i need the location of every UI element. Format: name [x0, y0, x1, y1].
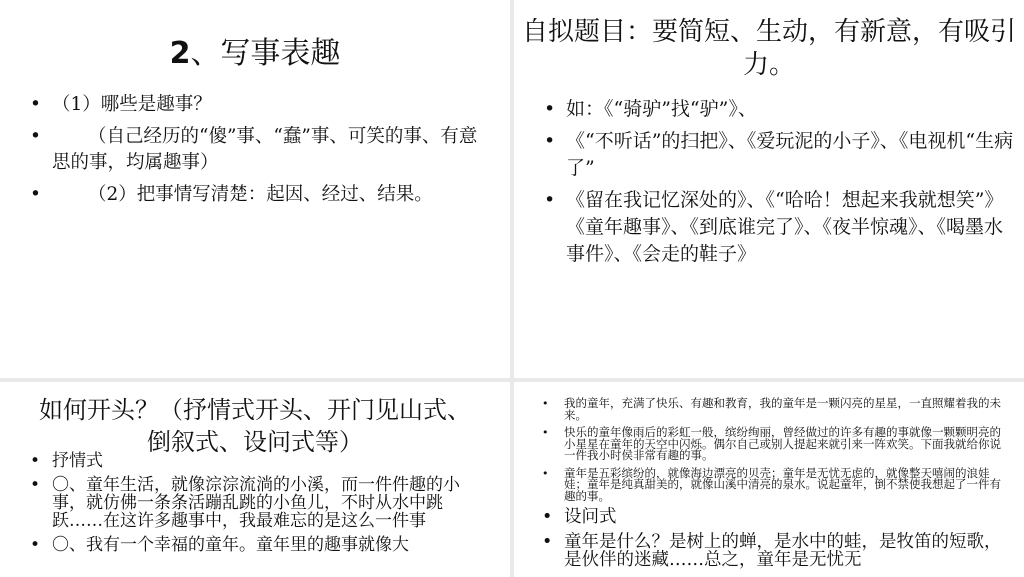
bullet-icon: •	[542, 426, 549, 439]
slide-write-interesting-events	[0, 0, 510, 378]
slide-title-tips	[514, 0, 1024, 378]
list-item: • 抒情式	[30, 451, 103, 471]
bullet-icon: •	[30, 475, 41, 495]
bullet-icon: •	[544, 130, 556, 152]
bullet-list	[30, 452, 480, 560]
bullet-icon: •	[30, 94, 41, 115]
bullet-icon: •	[30, 451, 41, 471]
list-item: • （自己经历的“傻”事、“蠢”事、可笑的事、有意思的事，均属趣事）	[30, 126, 478, 173]
bullet-list	[544, 96, 1014, 273]
bullet-icon: •	[542, 466, 549, 480]
bullet-icon: •	[30, 535, 41, 555]
slide-title: 自拟题目：要简短、生动，有新意，有吸引力。	[521, 17, 1016, 80]
bullet-list	[542, 398, 1012, 576]
list-item: • 童年是五彩缤纷的，就像海边漂亮的贝壳；童年是无忧无虑的，就像整天嘻闹的浪娃娃；童年是纯真甜美的，就像山溪中清亮的泉水。说起童年，倒不禁使我想起了一件有趣的事。	[542, 465, 1001, 503]
slide-opening-examples	[514, 382, 1024, 577]
list-item: • 快乐的童年像雨后的彩虹一般，缤纷绚丽，曾经做过的许多有趣的事就像一颗颗明亮的小星星在童年的天空中闪烁。偶尔自己或别人提起来就引来一阵欢笑。下面我就给你说一件我小时侯非常有趣的事。	[542, 425, 1001, 462]
bullet-icon: •	[544, 98, 556, 120]
list-item: • 〇、我有一个幸福的童年。童年里的趣事就像大	[30, 535, 409, 555]
slide-title: 2、写事表趣	[169, 36, 341, 71]
bullet-list	[30, 92, 490, 214]
bullet-icon: •	[542, 397, 549, 410]
bullet-icon: •	[30, 126, 41, 147]
list-item: • 《留在我记忆深处的》、《“哈哈！想起来我就想笑”》《童年趣事》、《到底谁完了》、《夜半惊魂》、《喝墨水事件》、《会走的鞋子》	[544, 189, 1004, 265]
slide-title: 如何开头？（抒情式开头、开门见山式、倒叙式、设问式等）	[39, 396, 471, 456]
bullet-icon: •	[544, 189, 556, 211]
slide-how-to-begin	[0, 382, 510, 577]
list-item: • （1）哪些是趣事？	[30, 92, 490, 118]
list-item: • 〇、童年生活，就像淙淙流淌的小溪，而一件件趣的小事，就仿佛一条条活蹦乱跳的小鱼儿，不时从水中跳跃……在这许多趣事中，我最难忘的是这么一件事	[30, 475, 460, 531]
list-item: • （2）把事情写清楚：起因、经过、结果。	[30, 182, 490, 208]
bullet-icon: •	[30, 184, 41, 205]
bullet-icon: •	[542, 532, 553, 552]
list-item: • 《“不听话”的扫把》、《爱玩泥的小子》、《电视机“生病了”	[544, 130, 1014, 179]
bullet-icon: •	[542, 507, 553, 527]
list-item: • 如：《“骑驴”找“驴”》、	[544, 96, 1014, 123]
list-item: • 童年是什么？是树上的蝉，是水中的蛙，是牧笛的短歌，是伙伴的迷藏……总之，童年是无忧无	[542, 532, 1002, 570]
list-item: • 设问式	[542, 507, 617, 527]
list-item: • 我的童年，充满了快乐、有趣和教育，我的童年是一颗闪亮的星星，一直照耀着我的未来。	[542, 396, 1001, 422]
